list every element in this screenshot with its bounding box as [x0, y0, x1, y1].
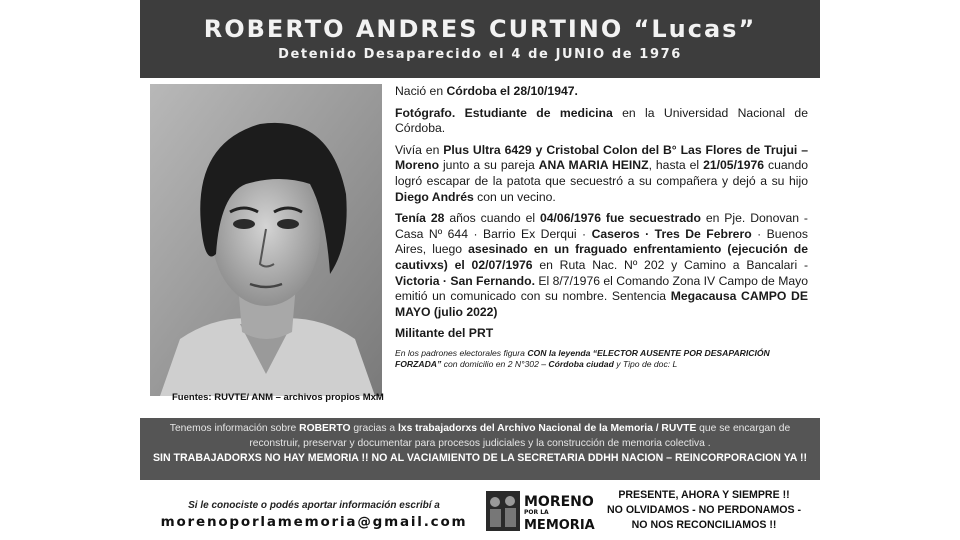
contact-block — [154, 500, 474, 530]
info-name: ROBERTO — [299, 423, 351, 434]
bold-text-run: ANA MARIA HEINZ — [538, 158, 649, 173]
text-run: cuando logró escapar de la patota que secuestró a su compañera y dejó a su hijo — [395, 158, 809, 188]
person-name: ROBERTO ANDRES CURTINO “Lucas” — [203, 15, 757, 43]
bold-text-run: Militante del PRT — [395, 326, 494, 341]
text-run: años cuando el — [444, 211, 540, 226]
bio-kidnapping — [395, 211, 808, 320]
text-run: en la Universidad Nacional de Córdoba. — [395, 105, 808, 136]
slogan-line-1: PRESENTE, AHORA Y SIEMPRE !! — [618, 489, 790, 501]
photo-source: Fuentes: RUVTE/ ANM – archivos propios MxM — [172, 392, 384, 403]
bold-text-run: Plus Ultra 6429 y Cristobal Colon del B° Las Flores de Trujui – Moreno — [395, 142, 809, 173]
bold-text-run: Victoria · San Fernando. — [395, 273, 535, 288]
bold-text-run: Fotógrafo. Estudiante de medicina — [395, 105, 613, 120]
text-run: Nació en — [395, 84, 447, 98]
bold-text-run: Megacausa CAMPO DE MAYO (julio 2022) — [395, 289, 808, 319]
bold-text-run: Caseros · Tres De Febrero — [591, 226, 752, 241]
bio-occupation — [395, 106, 808, 137]
poster-header — [140, 0, 820, 78]
portrait-photo — [150, 84, 382, 396]
bio-militancy — [395, 326, 808, 342]
bio-electoral-note — [395, 348, 808, 370]
text-run: , hasta el — [648, 158, 704, 173]
bold-text-run: 21/05/1976 — [703, 158, 765, 173]
info-archive: lxs trabajadorxs del Archivo Nacional de la Memoria / RUVTE — [397, 423, 697, 434]
logo-word-memoria: MEMORIA — [524, 518, 595, 533]
disappearance-date: Detenido Desaparecido el 4 de JUNIO de 1976 — [278, 47, 682, 62]
biography — [395, 84, 808, 376]
bio-residence — [395, 143, 808, 205]
bold-text-run: asesinado en un fraguado enfrentamiento (ejecución de cautivxs) el 02/07/1976 — [395, 242, 808, 272]
bold-text-run: 04/06/1976 fue secuestrado — [539, 211, 701, 226]
slogan-line-2: NO OLVIDAMOS - NO PERDONAMOS - — [606, 504, 802, 516]
bold-text-run: Córdoba ciudad — [548, 358, 614, 369]
text-run: en Ruta Nac. Nº 202 y Camino a Bancalari - — [532, 257, 808, 272]
text-run: El 8/7/1976 el Comando Zona IV Campo de Mayo emitió un comunicado con su nombre. Sentencia — [395, 273, 808, 304]
bold-text-run: Córdoba el 28/10/1947. — [446, 84, 578, 98]
bold-text-run: Tenía 28 — [395, 211, 445, 226]
info-text: gracias a — [350, 423, 398, 434]
text-run: y Tipo de doc: L — [613, 358, 678, 369]
text-run: con domicilio en 2 N°302 – — [441, 358, 549, 369]
moreno-por-la-memoria-logo — [486, 489, 598, 533]
logo-word-moreno: MORENO — [524, 494, 594, 510]
text-run: con un vecino. — [473, 189, 556, 204]
slogan-line-3: NO NOS RECONCILIAMOS !! — [631, 519, 777, 531]
bold-text-run: CON la leyenda “ELECTOR AUSENTE POR DESAPARICIÓN FORZADA” — [395, 347, 770, 369]
bio-birth — [395, 84, 808, 100]
text-run: en Pje. Donovan -Casa Nº 644 · Barrio Ex Derqui · — [395, 211, 808, 241]
text-run: · Buenos Aires, luego — [395, 226, 808, 257]
text-run: Vivía en — [395, 142, 444, 157]
contact-prompt: Si le conociste o podés aportar información escribí a — [188, 500, 440, 511]
info-text: que se encargan de — [696, 423, 791, 434]
info-line-1 — [140, 421, 820, 436]
contact-email[interactable]: morenoporlamemoria@gmail.com — [160, 514, 468, 530]
info-line-2: reconstruir, preservar y documentar para procesos judiciales y la construcción de memoria colectiva . — [249, 438, 711, 449]
logo-word-por-la: POR LA — [524, 509, 549, 516]
info-text: Tenemos información sobre — [169, 423, 300, 434]
text-run: junto a su pareja — [439, 158, 539, 173]
memorial-poster — [140, 0, 820, 540]
info-line-3: SIN TRABAJADORXS NO HAY MEMORIA !! NO AL VACIAMIENTO DE LA SECRETARIA DDHH NACION – REINCORPORACION YA !! — [152, 452, 808, 464]
bold-text-run: Diego Andrés — [395, 189, 474, 204]
slogan-block — [592, 488, 816, 533]
text-run: En los padrones electorales figura — [395, 347, 528, 358]
archive-info-band — [140, 418, 820, 480]
